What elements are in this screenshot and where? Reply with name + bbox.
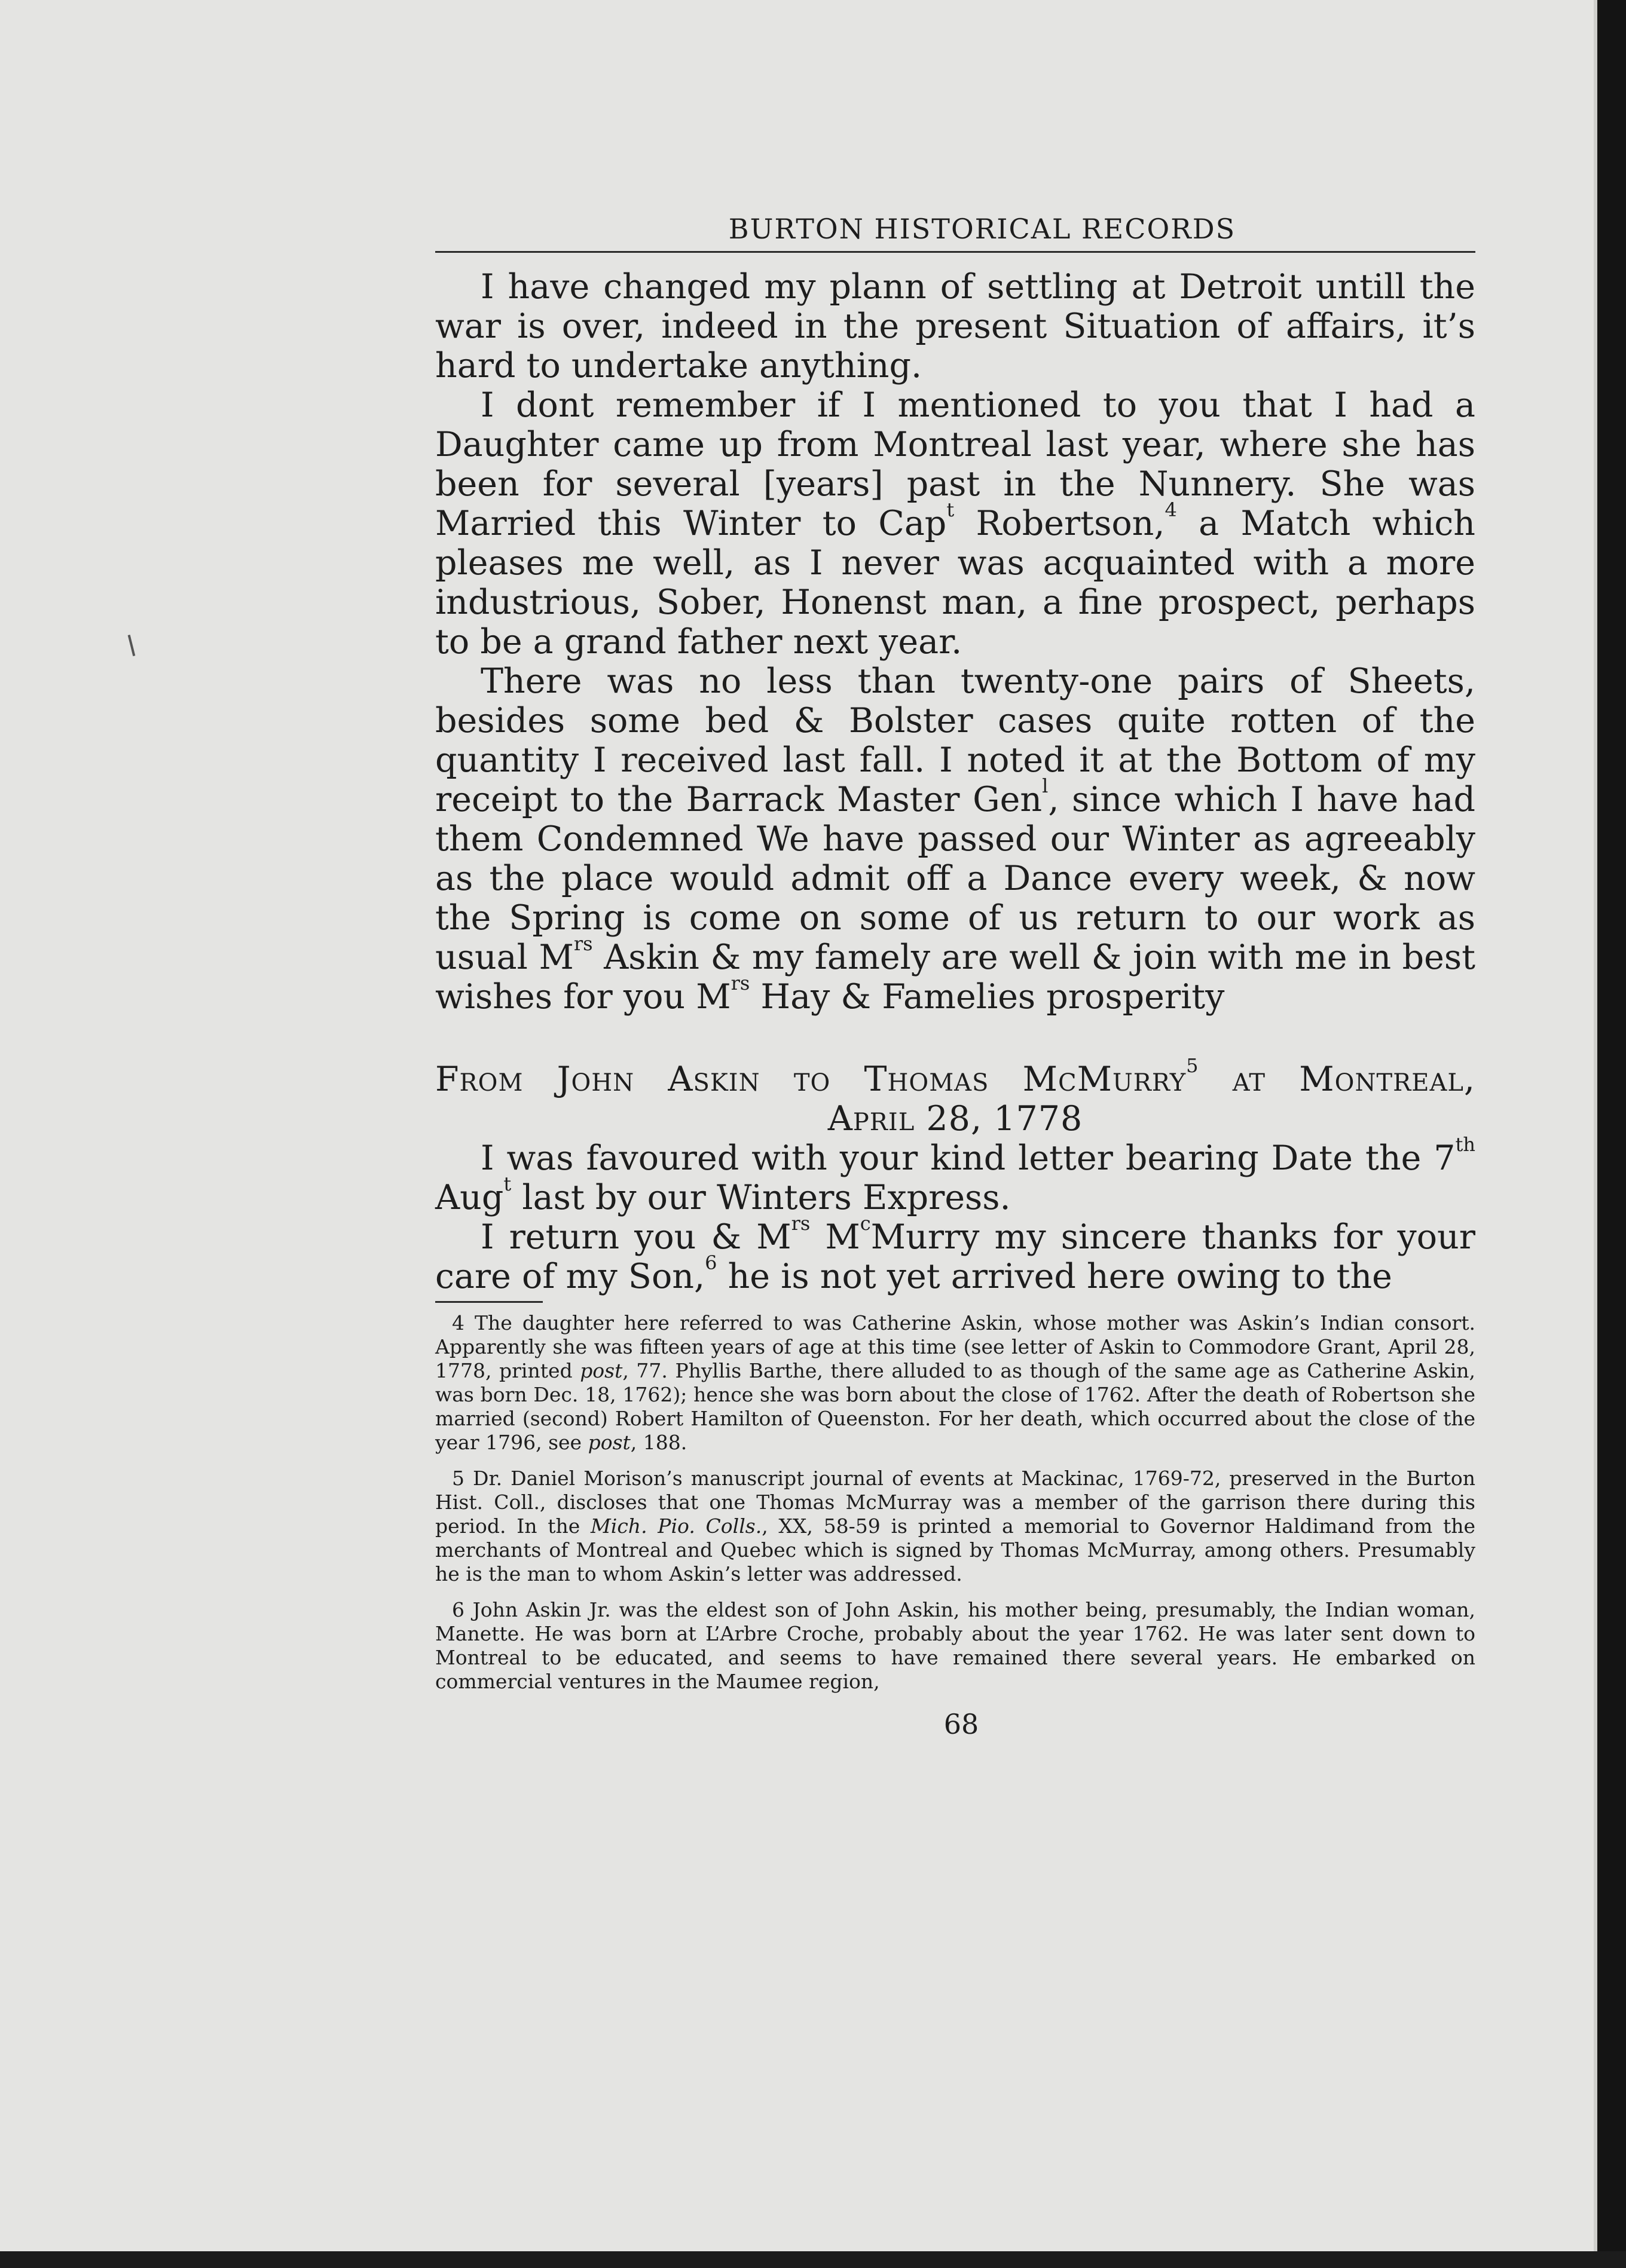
scan-edge-right xyxy=(1597,0,1626,2268)
running-head: BURTON HISTORICAL RECORDS xyxy=(435,215,1475,253)
text-column xyxy=(435,215,1475,1740)
superscript: l xyxy=(1042,775,1049,797)
superscript: t xyxy=(503,1173,512,1195)
footnote-ref-6: 6 xyxy=(705,1251,717,1274)
footnote-5: 5 Dr. Daniel Morison’s manuscript journal of events at Mackinac, 1769-72, preserved in the Burton Hist. Coll., discloses that one Thomas McMurray was a member of the garrison there during this period. In the Mich. Pio. Colls., XX, 58-59 is printed a memorial to Governor Haldimand from the merchants of Montreal and Quebec which is signed by Thomas McMurray, among others. Presumably he is the man to whom Askin’s letter was addressed. xyxy=(435,1467,1475,1586)
superscript: th xyxy=(1455,1133,1475,1156)
letter-heading-line-1: From John Askin to Thomas McMurry$^5$ at Montreal, xyxy=(435,1054,1476,1099)
footnote-ref-5: 5 xyxy=(1186,1054,1199,1077)
margin-mark xyxy=(128,635,136,656)
scan-edge-bottom xyxy=(0,2251,1626,2268)
footnote-rule xyxy=(435,1301,543,1303)
footnote-4: 4 The daughter here referred to was Catherine Askin, whose mother was Askin’s Indian consort. Apparently she was fifteen years of age at this time (see letter of Askin to Commodore Grant, April 28, 1778, printed post, 77. Phyllis Barthe, there alluded to as though of the same age as Catherine Askin, was born Dec. 18, 1762); hence she was born about the close of 1762. After the death of Robertson she married (second) Robert Hamilton of Queenston. For her death, which occurred about the close of the year 1796, see post, 188. xyxy=(435,1311,1476,1454)
letter-paragraph-1: I was favoured with your kind letter bearing Date the 7th Aug$^t$ last by our Winters Express. xyxy=(435,1133,1475,1217)
page-number: 68 xyxy=(943,1708,979,1740)
superscript: rs xyxy=(573,932,593,955)
footnote-6: 6 John Askin Jr. was the eldest son of John Askin, his mother being, presumably, the Indian woman, Manette. He was born at L’Arbre Croche, probably about the year 1762. He was later sent down to Montreal to be educated, and seems to have remained there several years. He embarked on commercial ventures in the Maumee region, xyxy=(435,1598,1475,1693)
letter-heading xyxy=(435,1054,1476,1138)
footnote-ref-4: 4 xyxy=(1165,498,1177,521)
superscript: rs xyxy=(731,972,750,994)
superscript: rs xyxy=(791,1212,811,1235)
paragraph-2: I dont remember if I mentioned to you that I had a Daughter came up from Montreal last year, where she has been for several [years] past in the Nunnery. She was Married this Winter to Cap$^t$ Robertson,$^4$ a Match which pleases me well, as I never was acquainted with a more industrious, Sober, Honenst man, a fine prospect, perhaps to be a grand father next year. xyxy=(435,385,1476,662)
paragraph-3: There was no less than twenty-one pairs of Sheets, besides some bed & Bolster cases quite rotten of the quantity I received last fall. I noted it at the Bottom of my receipt to the Barrack Master Gen$^l$, since which I have had them Condemned We have passed our Winter as agreeably as the place would admit off a Dance every week, & now the Spring is come on some of us return to our work as usual $M^{rs}$ Askin & my famely are well & join with me in best wishes for you $M^{rs}$ Hay & Famelies prosperity xyxy=(435,662,1475,1017)
letter-paragraph-2: I return you & $M^{rs}$ $M^cMurry$ my sincere thanks for your care of my Son,$^6$ he is not yet arrived here owing to the xyxy=(435,1212,1475,1296)
letter-heading-date: April 28, 1778 xyxy=(827,1099,1083,1138)
superscript: c xyxy=(860,1212,871,1235)
superscript: t xyxy=(946,498,955,521)
paragraph-1: I have changed my plann of settling at Detroit untill the war is over, indeed in the present Situation of affairs, it’s hard to undertake anything. xyxy=(435,267,1475,385)
